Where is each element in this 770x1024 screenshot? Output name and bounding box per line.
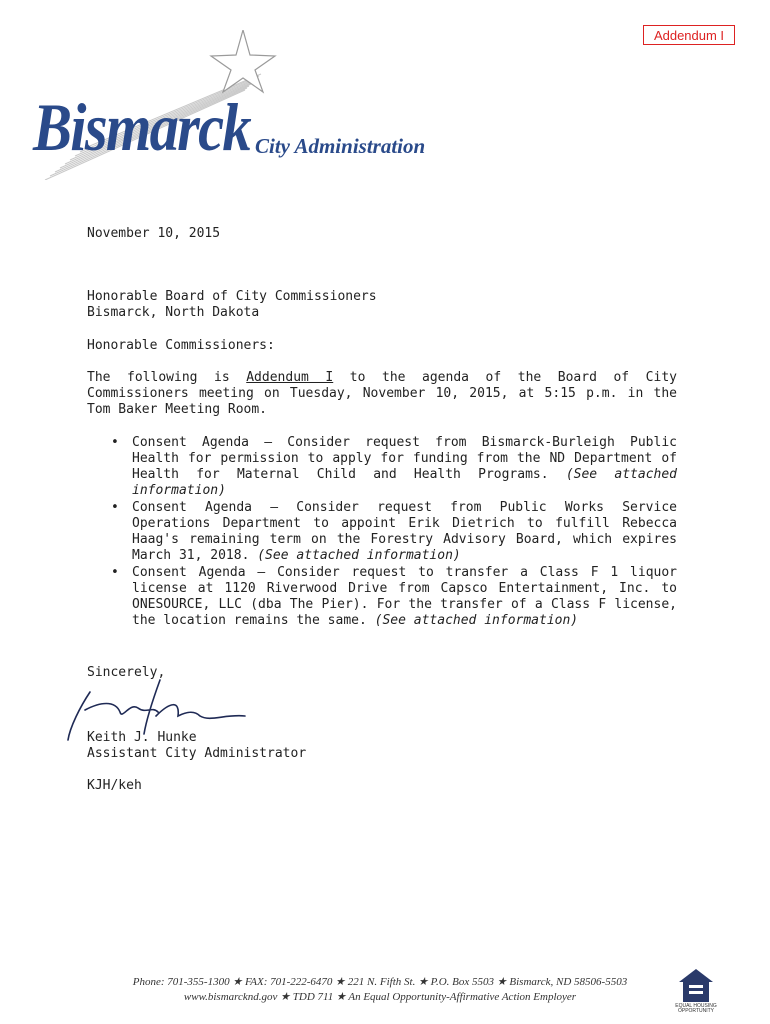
agenda-item-text: Consent Agenda – Consider request to transfer a Class F 1 liquor license at 1120 Riverwood Drive from Capsco Entertainment, Inc. to ONESOURCE, LLC (dba The Pier). For the transfer of a Class F license, the location remains the same. (132, 565, 677, 628)
typist-initials: KJH/keh (87, 778, 142, 793)
bullet-icon: • (111, 500, 119, 515)
intro-after: to the agenda of the Board of City Commissioners meeting on Tuesday, November 10, 2015, at 5:15 p.m. in the Tom Baker Meeting Room. (87, 370, 677, 417)
agenda-item (87, 565, 677, 629)
agenda-item (87, 435, 677, 499)
intro-before: The following is (87, 370, 247, 385)
addendum-label: Addendum I (643, 25, 735, 45)
logo-wordmark: Bismarck (33, 89, 250, 165)
closing: Sincerely, (87, 665, 166, 680)
signer-name: Keith J. Hunke (87, 730, 197, 745)
bismarck-logo (25, 30, 485, 180)
agenda-item-text: Consent Agenda – Consider request from Public Works Service Operations Department to appoint Erik Dietrich to fulfill Rebecca Haag's remaining term on the Forestry Advisory Board, which expires March 31, 2018. (132, 500, 677, 563)
address-line-1: Honorable Board of City Commissioners (87, 289, 377, 304)
logo-subtitle: City Administration (255, 134, 426, 158)
letter-date: November 10, 2015 (87, 226, 221, 241)
equal-housing-label: EQUAL HOUSING OPPORTUNITY (675, 1003, 717, 1014)
bullet-icon: • (111, 565, 119, 580)
equal-housing-icon (676, 966, 716, 1006)
footer-web-line: www.bismarcknd.gov ★ TDD 711 ★ An Equal Opportunity-Affirmative Action Employer (183, 991, 577, 1003)
agenda-item-text: Consent Agenda – Consider request from Bismarck-Burleigh Public Health for permission to apply for funding from the ND Department of Health for Maternal Child and Health Programs. (132, 435, 677, 482)
agenda-item-note: (See attached information) (374, 613, 579, 628)
address-line-2: Bismarck, North Dakota (87, 305, 260, 320)
salutation: Honorable Commissioners: (87, 338, 275, 353)
letterhead-footer (60, 975, 700, 1005)
agenda-item (87, 500, 677, 564)
agenda-items-list (87, 435, 677, 630)
intro-paragraph (87, 370, 677, 418)
agenda-item-note: (See attached information) (257, 548, 461, 563)
signer-block (87, 730, 677, 762)
footer-contact-line: Phone: 701-355-1300 ★ FAX: 701-222-6470 ★ 221 N. Fifth St. ★ P.O. Box 5503 ★ Bismarck, ND 58506-5503 (132, 976, 628, 988)
signer-title: Assistant City Administrator (87, 746, 307, 761)
addendum-reference: Addendum I (246, 370, 334, 385)
agenda-item-note: (See attached information) (132, 467, 677, 498)
bullet-icon: • (111, 435, 119, 450)
recipient-address (87, 289, 677, 321)
